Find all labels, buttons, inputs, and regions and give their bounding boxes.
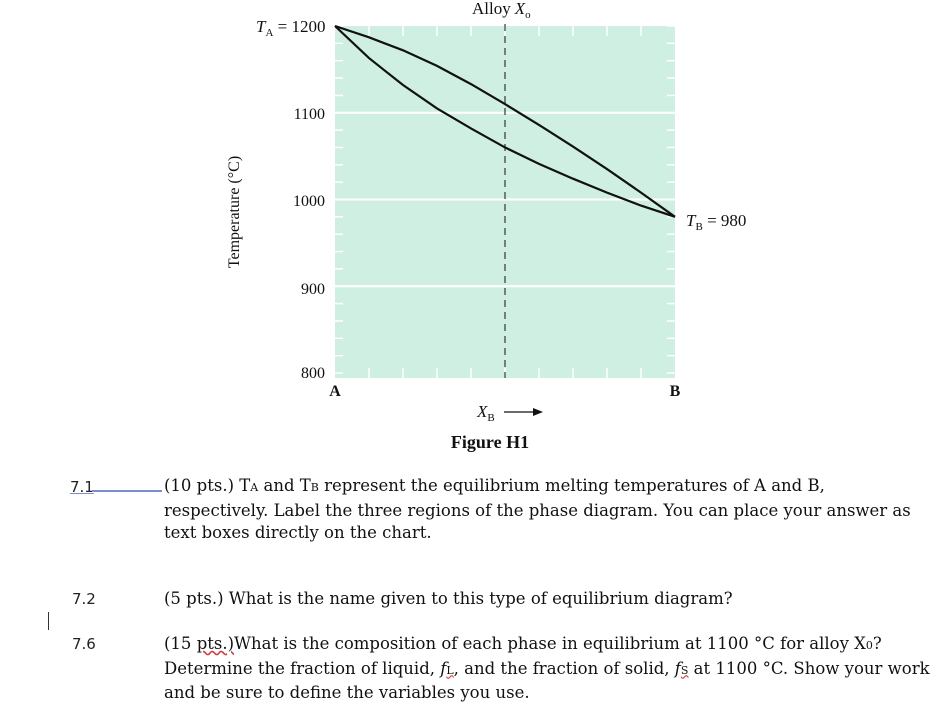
y-tick-label: 1100 [293,106,325,123]
x-left-label: A [329,383,341,400]
question-text-7-1: (10 pts.) TA and TB represent the equilibrium melting temperatures of A and B, respectively. Label the three regions of the phase diagram. You can place your answer as text boxes directly on the chart. [164,476,911,542]
y-tick-label: 900 [301,281,325,298]
question-text-7-2: (5 pts.) What is the name given to this type of equilibrium diagram? [164,589,733,608]
question-text-7-6: (15 pts.)What is the composition of each phase in equilibrium at 1100 °C for alloy X0? Determine the fraction of liquid, fL, and the fraction of solid, fS at 1100 °C. Show your work and be sure to define the variables you use. [164,634,930,702]
tb-label: $T_B = 980$ [686,211,747,233]
text-cursor [48,612,49,630]
x-direction-arrow [504,408,543,416]
y-tick-label: 1000 [293,193,325,210]
x-axis-label: $X_B$ [477,402,495,424]
alloy-label: Alloy $X_o$ [472,0,531,21]
y-axis-label: Temperature (°C) [226,155,243,269]
question-number-7-1: 7.1 [70,478,94,496]
question-underline [92,490,162,492]
y-tick-label: 800 [301,365,325,382]
question-number-7-2: 7.2 [72,590,96,608]
x-right-label: B [669,383,681,400]
question-number-7-6: 7.6 [72,635,96,653]
figure-caption: Figure H1 [450,432,530,452]
ta-label: $T_A = 1200$ [256,17,326,39]
